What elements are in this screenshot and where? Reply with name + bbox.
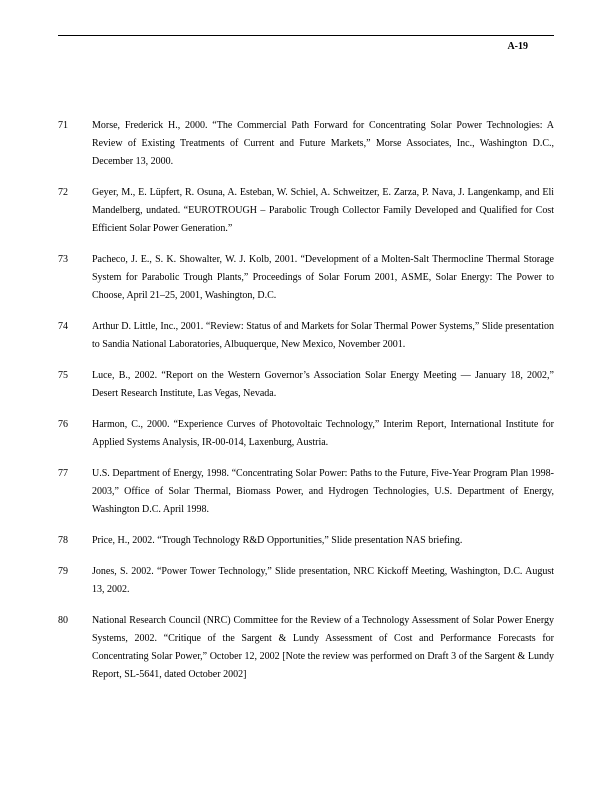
- header-rule: [58, 35, 554, 36]
- reference-number: 76: [58, 419, 68, 430]
- reference-item: [58, 612, 554, 684]
- reference-item: [58, 251, 554, 305]
- reference-number: 80: [58, 615, 68, 626]
- reference-item: [58, 532, 554, 550]
- reference-item: [58, 465, 554, 519]
- reference-text: National Research Council (NRC) Committee for the Review of a Technology Assessment of Solar Power Energy Systems, 2002. “Critique of the Sargent & Lundy Assessment of Cost and Performance Forecasts for Concentrating Solar Power,” October 12, 2002 [Note the review was performed on Draft 3 of the Sargent & Lundy Report, SL-5641, dated October 2002]: [92, 615, 554, 680]
- reference-text: Geyer, M., E. Lüpfert, R. Osuna, A. Esteban, W. Schiel, A. Schweitzer, E. Zarza, P. Nava, J. Langenkamp, and Eli Mandelberg, undated. “EUROTROUGH – Parabolic Trough Collector Family Developed and Qualified for Cost Efficient Solar Power Generation.”: [92, 187, 554, 234]
- reference-text: Jones, S. 2002. “Power Tower Technology,” Slide presentation, NRC Kickoff Meeting, Washington, D.C. August 13, 2002.: [92, 566, 554, 595]
- reference-item: [58, 416, 554, 452]
- reference-list: [58, 117, 554, 684]
- reference-item: [58, 184, 554, 238]
- reference-text: U.S. Department of Energy, 1998. “Concentrating Solar Power: Paths to the Future, Five-Year Program Plan 1998-2003,” Office of Solar Thermal, Biomass Power, and Hydrogen Technologies, U.S. Department of Energy, Washington D.C. April 1998.: [92, 468, 554, 515]
- reference-text: Luce, B., 2002. “Report on the Western Governor’s Association Solar Energy Meeting — January 18, 2002,” Desert Research Institute, Las Vegas, Nevada.: [92, 370, 554, 399]
- reference-number: 73: [58, 254, 68, 265]
- reference-text: Price, H., 2002. “Trough Technology R&D Opportunities,” Slide presentation NAS briefing.: [92, 535, 463, 546]
- reference-item: [58, 563, 554, 599]
- reference-text: Harmon, C., 2000. “Experience Curves of Photovoltaic Technology,” Interim Report, International Institute for Applied Systems Analysis, IR-00-014, Laxenburg, Austria.: [92, 419, 554, 448]
- reference-text: Morse, Frederick H., 2000. “The Commercial Path Forward for Concentrating Solar Power Technologies: A Review of Existing Treatments of Current and Future Markets,” Morse Associates, Inc., Washington D.C., December 13, 2000.: [92, 120, 554, 167]
- reference-number: 75: [58, 370, 68, 381]
- reference-item: [58, 318, 554, 354]
- page-number: A-19: [507, 41, 528, 52]
- reference-text: Arthur D. Little, Inc., 2001. “Review: Status of and Markets for Solar Thermal Power Systems,” Slide presentation to Sandia National Laboratories, Albuquerque, New Mexico, November 2001.: [92, 321, 554, 350]
- reference-item: [58, 367, 554, 403]
- reference-number: 71: [58, 120, 68, 131]
- reference-number: 74: [58, 321, 68, 332]
- reference-number: 77: [58, 468, 68, 479]
- reference-text: Pacheco, J. E., S. K. Showalter, W. J. Kolb, 2001. “Development of a Molten-Salt Thermocline Thermal Storage System for Parabolic Trough Plants,” Proceedings of Solar Forum 2001, ASME, Solar Energy: The Power to Choose, April 21–25, 2001, Washington, D.C.: [92, 254, 554, 301]
- reference-item: [58, 117, 554, 171]
- reference-number: 72: [58, 187, 68, 198]
- reference-number: 78: [58, 535, 68, 546]
- reference-number: 79: [58, 566, 68, 577]
